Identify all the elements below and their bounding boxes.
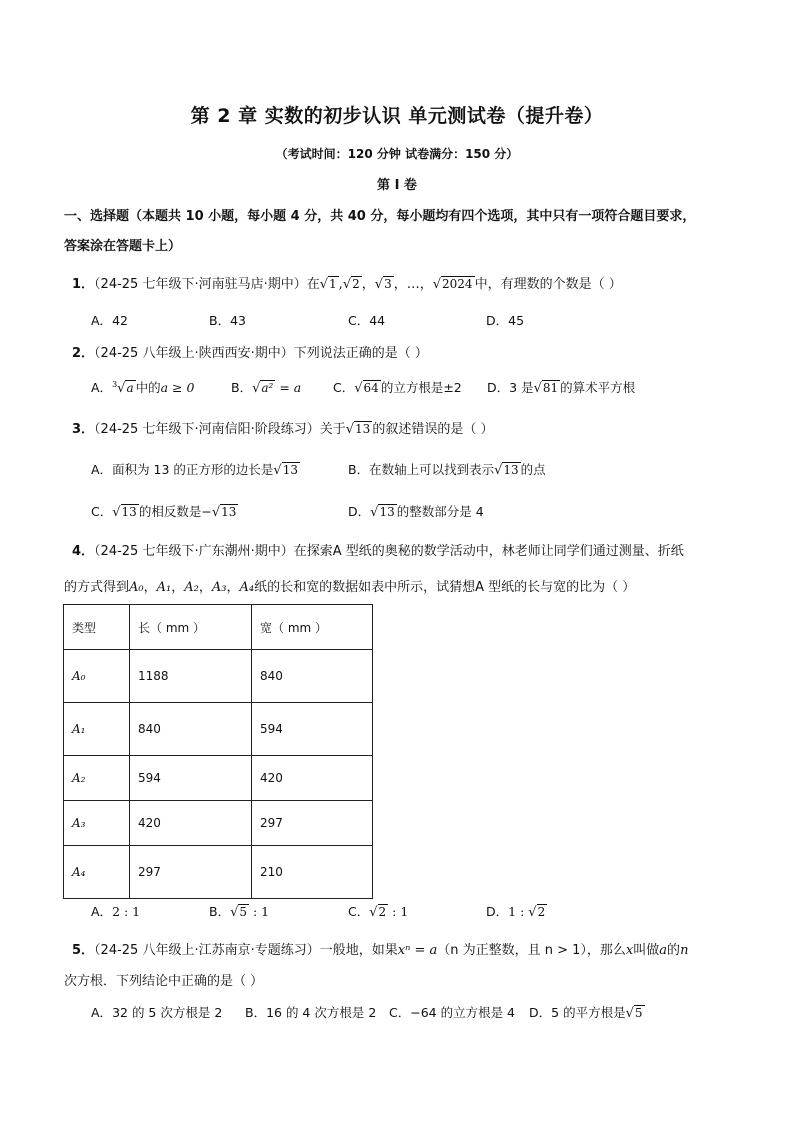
q1-option-a[interactable]: A．42 <box>91 313 128 328</box>
volume-heading: 第 I 卷 <box>377 178 417 193</box>
table-cell: 297 <box>130 846 252 899</box>
table-row <box>64 650 373 703</box>
section-heading-line2: 答案涂在答题卡上） <box>64 239 182 254</box>
q5-option-a[interactable]: A．32 的 5 次方根是 2 <box>91 1005 223 1020</box>
table-cell: A₀ <box>64 650 130 703</box>
sqrt-icon <box>370 504 378 519</box>
table-cell: A₄ <box>64 846 130 899</box>
sqrt-icon <box>346 422 354 437</box>
question-4-stem-line1: 4．（24-25 七年级下·广东潮州·期中）在探索A 型纸的奥秘的数学活动中，林老师让同学们通过测量、折纸 <box>72 544 684 559</box>
question-5-stem-line1: 5．（24-25 八年级上·江苏南京·专题练习）一般地，如果xⁿ = a（n 为正整数，且 n > 1），那么x叫做a的n <box>72 943 689 958</box>
table-cell: 840 <box>130 703 252 756</box>
table-header-cell: 宽（ mm ） <box>252 605 373 650</box>
question-1-stem: 1．（24-25 七年级下·河南驻马店·期中）在√ 1 ,√ 2 ，√ 3 ，…，√ 2024 中，有理数的个数是（ ） <box>72 273 622 292</box>
sqrt-icon <box>230 904 238 919</box>
q4-option-b[interactable]: B．√ 5 : 1 <box>209 902 269 920</box>
table-cell: 594 <box>130 756 252 801</box>
table-cell: A₃ <box>64 801 130 846</box>
sqrt-icon <box>528 904 536 919</box>
table-row <box>64 846 373 899</box>
table-cell: 420 <box>252 756 373 801</box>
question-number: 2． <box>72 346 95 361</box>
q3-option-c[interactable]: C．√ 13 的相反数是−√ 13 <box>91 502 238 520</box>
question-number: 4． <box>72 544 95 559</box>
q5-option-b[interactable]: B．16 的 4 次方根是 2 <box>245 1005 377 1020</box>
table-cell: 297 <box>252 801 373 846</box>
sqrt-icon <box>433 277 441 292</box>
q1-option-c[interactable]: C．44 <box>348 313 386 328</box>
question-number: 5． <box>72 943 95 958</box>
section-heading-line1: 一、选择题（本题共 10 小题，每小题 4 分，共 40 分，每小题均有四个选项，其中只有一项符合题目要求， <box>64 209 696 224</box>
sqrt-icon <box>494 462 502 477</box>
q4-option-a[interactable]: A．2 : 1 <box>91 904 141 919</box>
question-5-stem-line2: 次方根．下列结论中正确的是（ ） <box>64 974 264 989</box>
q4-option-d[interactable]: D．1 : √ 2 <box>486 902 547 920</box>
sqrt-icon <box>252 380 260 395</box>
q2-option-c[interactable]: C．√ 64 的立方根是±2 <box>333 378 462 396</box>
sqrt-icon <box>626 1005 634 1020</box>
question-2-stem: 2．（24-25 八年级上·陕西西安·期中）下列说法正确的是（ ） <box>72 346 428 361</box>
table-row <box>64 756 373 801</box>
sqrt-icon <box>369 904 377 919</box>
sqrt-icon <box>375 277 383 292</box>
q1-option-b[interactable]: B．43 <box>209 313 246 328</box>
sqrt-icon <box>112 504 120 519</box>
table-header-cell: 长（ mm ） <box>130 605 252 650</box>
q5-option-d[interactable]: D．5 的平方根是√ 5 <box>529 1003 645 1021</box>
q1-option-d[interactable]: D．45 <box>486 313 525 328</box>
table-header-row <box>64 605 373 650</box>
q4-option-c[interactable]: C．√ 2 : 1 <box>348 902 408 920</box>
table-row <box>64 703 373 756</box>
sqrt-icon <box>320 277 328 292</box>
q3-option-b[interactable]: B．在数轴上可以找到表示√ 13 的点 <box>348 460 546 478</box>
q2-option-a[interactable]: A．$^3$√ a 中的a ≥ 0 <box>91 378 194 396</box>
table-cell: 594 <box>252 703 373 756</box>
table-cell: 1188 <box>130 650 252 703</box>
question-4-stem-line2: 的方式得到A₀，A₁，A₂，A₃，A₄纸的长和宽的数据如表中所示，试猜想A 型纸的长与宽的比为（ ） <box>64 580 636 595</box>
page-title: 第 2 章 实数的初步认识 单元测试卷（提升卷） <box>190 105 604 127</box>
table-row <box>64 801 373 846</box>
table-cell: 420 <box>130 801 252 846</box>
q3-option-d[interactable]: D．√ 13 的整数部分是 4 <box>348 502 484 520</box>
sqrt-icon <box>212 504 220 519</box>
q2-option-b[interactable]: B．√ a² = a <box>231 378 301 396</box>
sqrt-icon <box>117 380 125 395</box>
sqrt-icon <box>273 462 281 477</box>
sqrt-icon <box>534 380 542 395</box>
q3-option-a[interactable]: A．面积为 13 的正方形的边长是√ 13 <box>91 460 300 478</box>
question-number: 3． <box>72 422 95 437</box>
q5-option-c[interactable]: C．−64 的立方根是 4 <box>389 1005 516 1020</box>
table-cell: 840 <box>252 650 373 703</box>
question-number: 1． <box>72 277 95 292</box>
paper-size-table <box>63 604 373 899</box>
sqrt-icon <box>354 380 362 395</box>
q2-option-d[interactable]: D．3 是√ 81 的算术平方根 <box>487 378 635 396</box>
question-3-stem: 3．（24-25 七年级下·河南信阳·阶段练习）关于√ 13 的叙述错误的是（ ） <box>72 418 493 437</box>
table-header-cell: 类型 <box>64 605 130 650</box>
table-cell: 210 <box>252 846 373 899</box>
exam-info: （考试时间：120 分钟 试卷满分：150 分） <box>275 147 519 161</box>
table-cell: A₁ <box>64 703 130 756</box>
table-cell: A₂ <box>64 756 130 801</box>
sqrt-icon <box>343 277 351 292</box>
